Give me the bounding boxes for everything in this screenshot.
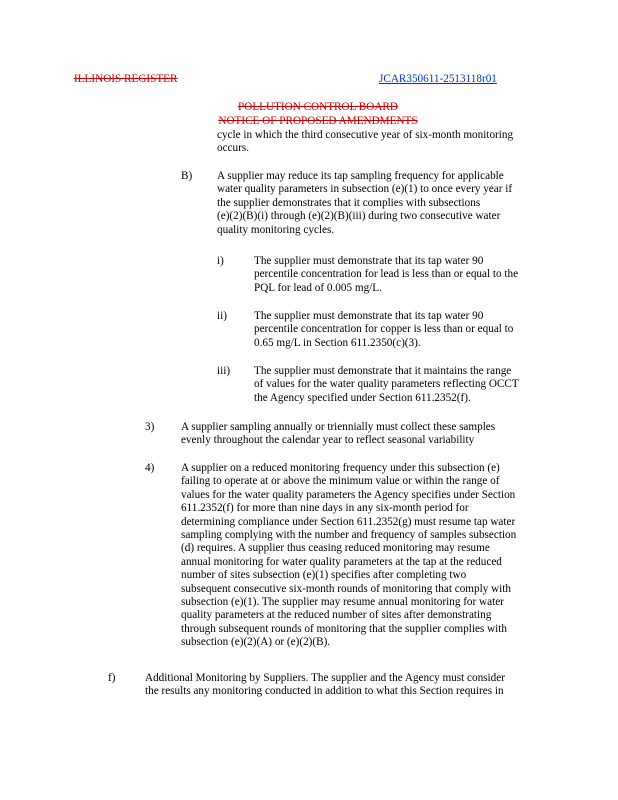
text-line: percentile concentration for lead is less than or equal to the: [254, 268, 519, 281]
text-line: Additional Monitoring by Suppliers. The supplier and the Agency must consider: [145, 672, 505, 684]
item-label-i: i): [217, 255, 224, 267]
text-line: determining compliance under Section 611.2352(g) must resume tap water: [181, 515, 516, 528]
text-line: A supplier sampling annually or triennially must collect these samples: [181, 421, 496, 433]
text-line: The supplier must demonstrate that its tap water 90: [254, 310, 484, 322]
paragraph-4-text: [181, 462, 516, 650]
text-line: occurs.: [217, 142, 249, 155]
text-line: subsection (e)(1). The supplier may resume annual monitoring for water: [181, 596, 504, 609]
board-name: POLLUTION CONTROL BOARD: [238, 101, 398, 113]
text-line: annual monitoring for water quality parameters at the tap at the reduced: [181, 555, 502, 568]
notice-title: NOTICE OF PROPOSED AMENDMENTS: [218, 115, 418, 127]
text-line: percentile concentration for copper is less than or equal to: [254, 323, 514, 336]
text-line: quality parameters at the reduced number of sites after demonstrating: [181, 609, 492, 622]
item-label-iii: iii): [217, 365, 231, 377]
text-line: subsequent consecutive six-month rounds of monitoring that comply with: [181, 582, 511, 595]
text-line: A supplier on a reduced monitoring frequency under this subsection (e): [181, 462, 500, 474]
text-line: 0.65 mg/L in Section 611.2350(c)(3).: [254, 336, 421, 349]
paragraph-label-4: 4): [145, 462, 155, 474]
text-line: water quality parameters in subsection (e)(1) to once every year if: [217, 183, 513, 196]
register-title: ILLINOIS REGISTER: [74, 73, 178, 85]
text-line: 611.2352(f) for more than nine days in any six-month period for: [181, 502, 469, 515]
text-line: the results any monitoring conducted in addition to what this Section requires in: [145, 685, 504, 698]
text-line: quality monitoring cycles.: [217, 223, 335, 236]
text-line: of values for the water quality parameters reflecting OCCT: [254, 378, 519, 391]
item-iii-text: [254, 365, 519, 405]
subsection-f-text: [145, 672, 505, 699]
subsection-b-text: [217, 170, 512, 237]
text-line: through subsequent rounds of monitoring that the supplier complies with: [181, 622, 507, 635]
text-line: the supplier demonstrates that it complies with subsections: [217, 196, 481, 209]
text-line: values for the water quality parameters the Agency specifies under Section: [181, 488, 516, 501]
subsection-label-f: f): [108, 672, 116, 684]
text-line: cycle in which the third consecutive year of six-month monitoring: [217, 129, 514, 141]
text-line: subsection (e)(2)(A) or (e)(2)(B).: [181, 636, 331, 649]
paragraph-label-3: 3): [145, 421, 155, 433]
text-line: sampling complying with the number and frequency of samples subsection: [181, 529, 517, 542]
continuation-text: [217, 129, 513, 156]
item-label-ii: ii): [217, 310, 227, 322]
text-line: A supplier may reduce its tap sampling frequency for applicable: [217, 170, 504, 182]
item-i-text: [254, 255, 518, 295]
jcar-code: JCAR350611-2513118r01: [379, 73, 497, 85]
text-line: The supplier must demonstrate that its tap water 90: [254, 255, 484, 267]
paragraph-3-text: [181, 421, 495, 448]
subsection-label-b: B): [181, 170, 193, 182]
text-line: failing to operate at or above the minimum value or within the range of: [181, 475, 500, 488]
text-line: (e)(2)(B)(i) through (e)(2)(B)(iii) during two consecutive water: [217, 210, 501, 223]
text-line: (d) requires. A supplier thus ceasing reduced monitoring may resume: [181, 542, 490, 555]
text-line: The supplier must demonstrate that it maintains the range: [254, 365, 512, 377]
text-line: PQL for lead of 0.005 mg/L.: [254, 281, 382, 294]
item-ii-text: [254, 310, 513, 350]
text-line: the Agency specified under Section 611.2352(f).: [254, 391, 471, 404]
text-line: number of sites subsection (e)(1) specifies after completing two: [181, 569, 467, 582]
text-line: evenly throughout the calendar year to reflect seasonal variability: [181, 434, 475, 447]
